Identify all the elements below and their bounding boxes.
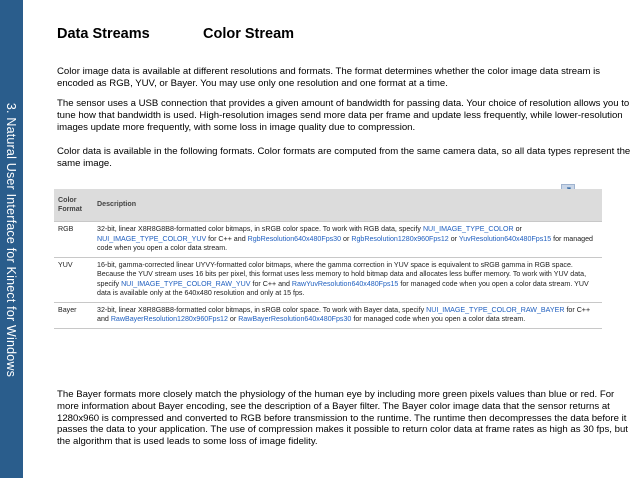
- sidebar: [0, 0, 23, 478]
- link-raw-bayer-640x480[interactable]: RawBayerResolution640x480Fps30: [238, 315, 352, 323]
- title-sub: Color Stream: [203, 26, 295, 42]
- description-text: for managed code when you open a color data stream. YUV data is available only at the 640x480 resolution and only at 15 fps.: [97, 279, 589, 297]
- link-nui-image-type-color-yuv[interactable]: NUI_IMAGE_TYPE_COLOR_YUV: [97, 234, 207, 243]
- description-text: for C++ and: [250, 279, 292, 288]
- description-text: for C++ and: [206, 234, 248, 243]
- sidebar-label: 3. Natural User Interface for Kinect for Windows: [4, 102, 18, 378]
- table-row: [54, 257, 602, 302]
- link-rgb-640x480[interactable]: RgbResolution640x480Fps30: [247, 234, 342, 243]
- header-description: Description: [93, 189, 602, 222]
- description-text: 32-bit, linear X8R8G8B8-formatted color bitmaps, in sRGB color space. To work with RGB data, specify: [97, 225, 423, 233]
- format-cell: RGB: [54, 222, 93, 258]
- format-cell: YUV: [54, 257, 93, 302]
- description-text: 16-bit, gamma-corrected linear UYVY-formatted color bitmaps, where the gamma correction in YUV space is equivalent to sRGB gamma in RGB space. Because the YUV stream uses 16 bits per pixel, this format uses less memory to hold bitmap data and allocates less buffer memory. To work with YUV data, specify: [97, 260, 587, 288]
- paragraph-intro: Color image data is available at different resolutions and formats. The format determines whether the color image data stream is encoded as RGB, YUV, or Bayer. You may use only one resolution and one format at a time.: [57, 66, 601, 89]
- description-cell: [93, 257, 602, 302]
- description-text: 32-bit, linear X8R8G8B8-formatted color bitmaps, in sRGB color space. To work with Bayer data, specify: [97, 305, 427, 314]
- link-raw-yuv-640x480[interactable]: RawYuvResolution640x480Fps15: [291, 279, 399, 288]
- description-text: or: [227, 315, 239, 323]
- link-nui-image-type-color-raw-yuv[interactable]: NUI_IMAGE_TYPE_COLOR_RAW_YUV: [121, 279, 251, 288]
- link-nui-image-type-color[interactable]: NUI_IMAGE_TYPE_COLOR: [422, 225, 514, 233]
- description-cell: [93, 222, 602, 258]
- link-rgb-1280x960[interactable]: RgbResolution1280x960Fps12: [351, 234, 449, 243]
- table-row: [54, 302, 602, 328]
- header-color-format: Color Format: [54, 189, 93, 222]
- description-text: for managed code when you open a color data stream.: [97, 234, 593, 252]
- paragraph-formats: Color data is available in the following formats. Color formats are computed from the same camera data, so all data types represent the same image.: [57, 146, 631, 169]
- format-cell: Bayer: [54, 302, 93, 328]
- description-cell: [93, 302, 602, 328]
- description-text: for C++ and: [97, 305, 591, 323]
- paragraph-bayer: The Bayer formats more closely match the physiology of the human eye by including more green pixels values than blue or red. For more information about Bayer encoding, see the description of a Bayer filter. The Bayer color image data that the sensor returns at 1280x960 is compressed and converted to RGB before transmission to the runtime. The runtime then decompresses the data before it passes the data to your application. The use of compression makes it possible to return color data at frame rates as high as 30 fps, but the algorithm that is used leads to some loss of image fidelity.: [57, 389, 628, 448]
- page-title: [57, 26, 295, 42]
- description-text: or: [513, 225, 522, 233]
- link-raw-bayer-1280x960[interactable]: RawBayerResolution1280x960Fps12: [110, 315, 228, 323]
- table-row: [54, 222, 602, 258]
- table-header-row: [54, 189, 602, 222]
- link-nui-image-type-color-raw-bayer[interactable]: NUI_IMAGE_TYPE_COLOR_RAW_BAYER: [426, 305, 565, 314]
- title-main: Data Streams: [57, 26, 150, 42]
- color-format-table: [54, 189, 602, 329]
- link-yuv-640x480[interactable]: YuvResolution640x480Fps15: [458, 234, 552, 243]
- description-text: for managed code when you open a color data stream.: [351, 315, 526, 323]
- description-text: or: [341, 234, 352, 243]
- paragraph-bandwidth: The sensor uses a USB connection that provides a given amount of bandwidth for passing data. Your choice of resolution allows you to tune how that bandwidth is used. High-resolution images send more data per frame and update less frequently, while lower-resolution images update more frequently, with some loss in image quality due to compression.: [57, 98, 630, 133]
- description-text: or: [448, 234, 459, 243]
